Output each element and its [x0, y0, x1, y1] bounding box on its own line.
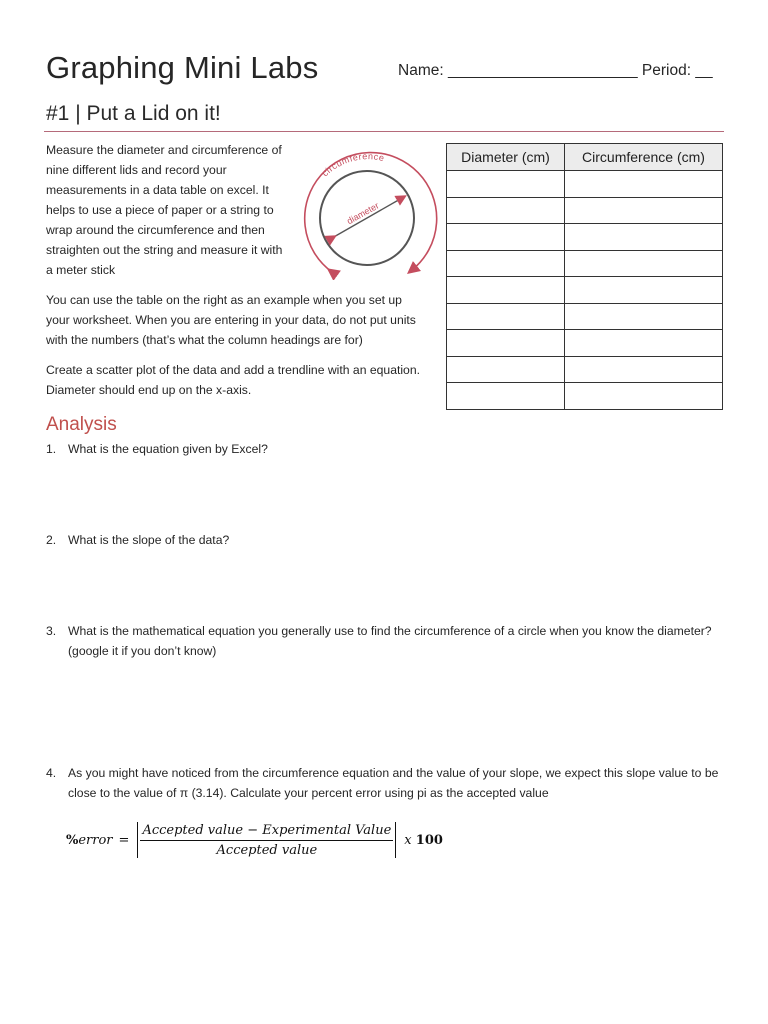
diameter-cell	[447, 277, 565, 304]
circumference-cell	[565, 330, 723, 357]
table-row	[447, 171, 723, 198]
diameter-cell	[447, 197, 565, 224]
diameter-cell	[447, 383, 565, 410]
instructions-scatter: Create a scatter plot of the data and add a trendline with an equation. Diameter should end up on the x-axis.	[46, 363, 421, 397]
table-row	[447, 383, 723, 410]
instructions-measure: Measure the diameter and circumference of nine different lids and record your measurements in a data table on excel. It helps to use a piece of paper or a string to wrap around the circumference and then straighten out the string and measure it with a meter stick	[46, 143, 283, 277]
table-row	[447, 250, 723, 277]
name-period-line: Name: ______________________ Period: __	[398, 62, 713, 79]
table-row	[447, 277, 723, 304]
question-text: What is the equation given by Excel?	[68, 442, 268, 456]
circumference-cell	[565, 197, 723, 224]
question-number: 3.	[46, 624, 57, 638]
equals-sign: =	[118, 832, 130, 848]
diameter-label: diameter	[345, 200, 381, 227]
question-text: As you might have noticed from the circumference equation and the value of your slope, we expect this slope value to be close to the value of π (3.14). Calculate your percent error using pi as the accepted value	[68, 766, 719, 800]
question-number: 1.	[46, 442, 57, 456]
circle-diagram	[300, 142, 438, 280]
question-text: What is the mathematical equation you generally use to find the circumference of a circle when you know the diameter? (google it if you don’t know)	[68, 624, 712, 658]
table-body	[447, 171, 723, 410]
diameter-line	[332, 198, 402, 238]
times-sign: x	[404, 832, 412, 848]
percent-symbol: %	[66, 832, 79, 848]
question-4	[46, 763, 726, 803]
table-row	[447, 330, 723, 357]
table-row	[447, 303, 723, 330]
question-number: 4.	[46, 766, 57, 780]
analysis-heading: Analysis	[46, 414, 117, 435]
question-number: 2.	[46, 533, 57, 547]
instructions-table: You can use the table on the right as an example when you set up your worksheet. When you are entering in your data, do not put units with the numbers (that’s what the column headings are for)	[46, 293, 416, 347]
circumference-cell	[565, 277, 723, 304]
question-text: What is the slope of the data?	[68, 533, 230, 547]
question-1	[46, 439, 726, 459]
formula-numerator: Accepted value − Experimental Value	[140, 823, 393, 841]
diameter-cell	[447, 303, 565, 330]
percent-error-formula	[66, 818, 443, 862]
lab-subtitle: #1 | Put a Lid on it!	[46, 102, 221, 125]
diameter-cell	[447, 250, 565, 277]
circumference-cell	[565, 224, 723, 251]
header-diameter: Diameter (cm)	[447, 144, 565, 171]
title-divider	[44, 131, 724, 132]
circumference-cell	[565, 383, 723, 410]
circumference-label-path: circumference	[319, 151, 386, 179]
abs-bar-left	[137, 822, 138, 858]
circumference-cell	[565, 171, 723, 198]
circumference-cell	[565, 303, 723, 330]
diameter-cell	[447, 356, 565, 383]
error-word: error	[78, 832, 113, 848]
question-2	[46, 530, 726, 550]
table-row	[447, 356, 723, 383]
table-row	[447, 197, 723, 224]
abs-bar-right	[395, 822, 396, 858]
factor-100: 100	[415, 832, 443, 848]
formula-multiplier	[404, 833, 443, 848]
formula-lhs	[66, 833, 113, 848]
formula-denominator: Accepted value	[216, 842, 318, 858]
circumference-cell	[565, 356, 723, 383]
page-title: Graphing Mini Labs	[46, 50, 319, 85]
diameter-cell	[447, 330, 565, 357]
circumference-cell	[565, 250, 723, 277]
header-circumference: Circumference (cm)	[565, 144, 723, 171]
formula-fraction	[140, 823, 393, 858]
diameter-cell	[447, 224, 565, 251]
question-3	[46, 621, 726, 661]
diameter-cell	[447, 171, 565, 198]
measurements-table	[446, 143, 723, 410]
table-row	[447, 224, 723, 251]
